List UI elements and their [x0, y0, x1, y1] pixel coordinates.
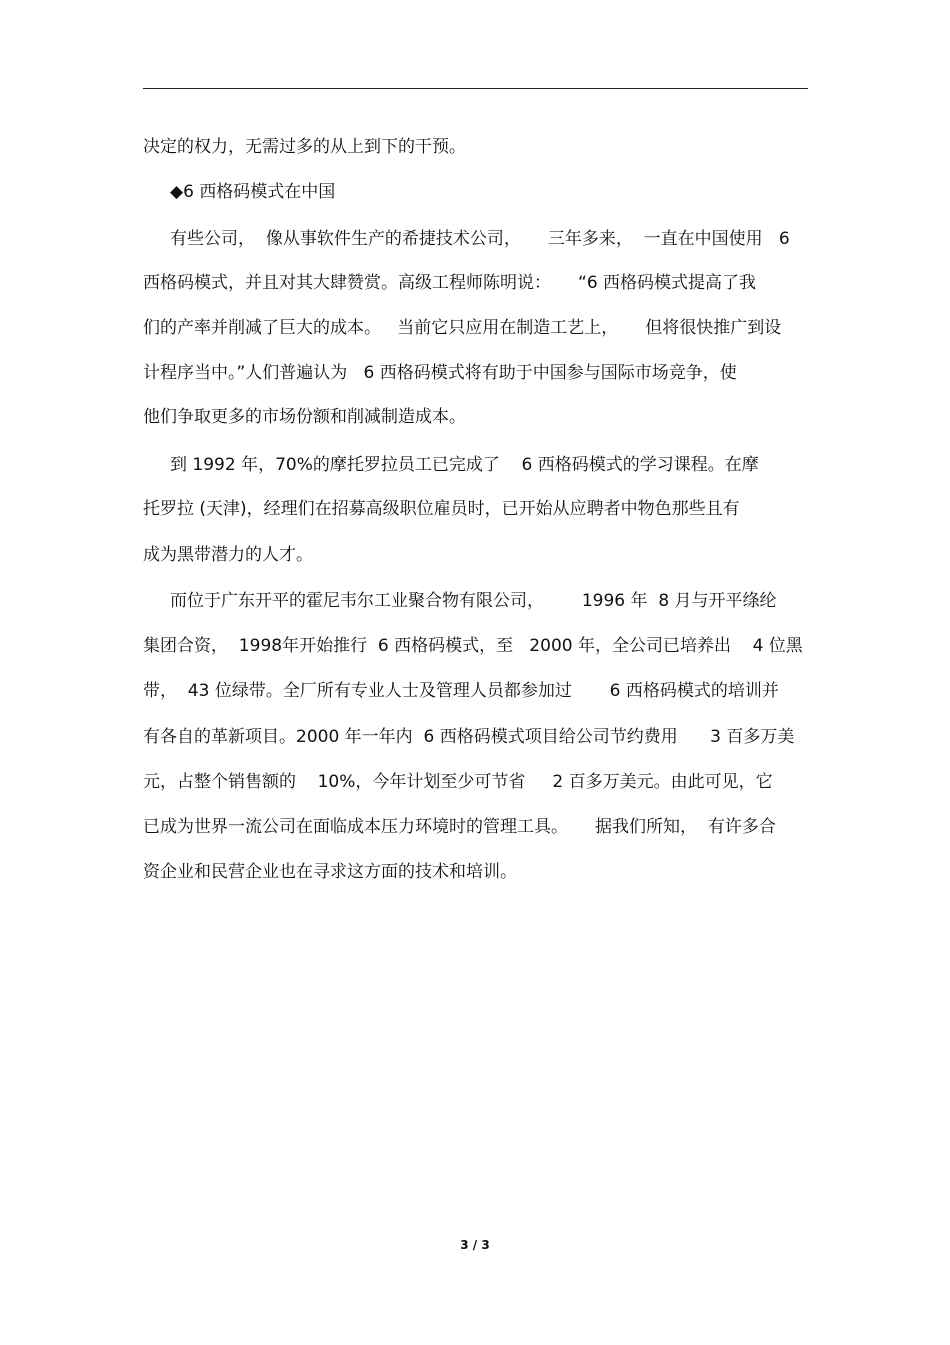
section-heading: ◆6 西格码模式在中国 — [143, 182, 336, 202]
text-line-1: 决定的权力，无需过多的从上到下的干预。 — [143, 137, 466, 157]
text-line-5: 们的产率并削减了巨大的成本。 当前它只应用在制造工艺上， 但将很快推广到设 — [143, 318, 782, 338]
text-line-17: 资企业和民营企业也在寻求这方面的技术和培训。 — [143, 862, 517, 882]
text-line-11: 而位于广东开平的霍尼韦尔工业聚合物有限公司， 1996 年 8 月与开平绦纶 — [143, 591, 777, 611]
header-rule — [143, 88, 808, 89]
text-line-12: 集团合资， 1998年开始推行 6 西格码模式，至 2000 年，全公司已培养出 4 位黑 — [143, 636, 803, 656]
text-line-4: 西格码模式，并且对其大肆赞赏。高级工程师陈明说： “6 西格码模式提高了我 — [143, 273, 757, 293]
text-line-9: 托罗拉 (天津)，经理们在招募高级职位雇员时，已开始从应聘者中物色那些且有 — [143, 499, 740, 519]
text-line-16: 已成为世界一流公司在面临成本压力环境时的管理工具。 据我们所知， 有许多合 — [143, 817, 776, 837]
text-line-13: 带， 43 位绿带。全厂所有专业人士及管理人员都参加过 6 西格码模式的培训并 — [143, 681, 779, 701]
text-line-7: 他们争取更多的市场份额和削减制造成本。 — [143, 407, 466, 427]
text-line-15: 元，占整个销售额的 10%，今年计划至少可节省 2 百多万美元。由此可见，它 — [143, 772, 773, 792]
page-number: 3 / 3 — [460, 1238, 490, 1252]
text-line-3: 有些公司， 像从事软件生产的希捷技术公司， 三年多来， 一直在中国使用 6 — [143, 229, 790, 249]
text-line-14: 有各自的革新项目。2000 年一年内 6 西格码模式项目给公司节约费用 3 百多万美 — [143, 727, 795, 747]
text-line-6: 计程序当中。”人们普遍认为 6 西格码模式将有助于中国参与国际市场竞争，使 — [143, 363, 737, 383]
text-line-8: 到 1992 年，70%的摩托罗拉员工已完成了 6 西格码模式的学习课程。在摩 — [143, 455, 759, 475]
text-line-10: 成为黑带潜力的人才。 — [143, 545, 313, 565]
